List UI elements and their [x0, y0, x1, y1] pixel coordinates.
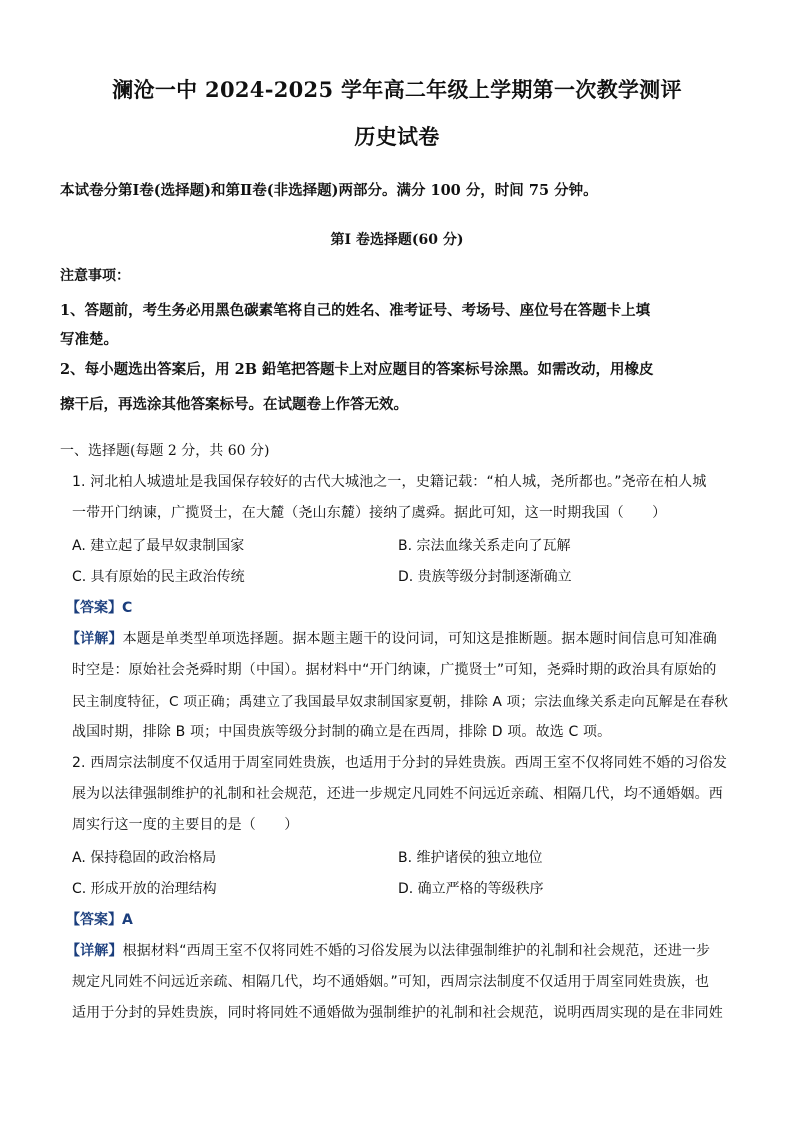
option-b: B. 维护诸侯的独立地位	[398, 850, 543, 866]
option-d: D. 确立严格的等级秩序	[398, 881, 544, 897]
question-stem: 1. 河北柏人城遗址是我国保存较好的古代大城池之一，史籍记载：“柏人城，尧所都也。”尧帝在柏人城	[72, 474, 707, 490]
detail-label: 【详解】	[66, 943, 123, 959]
detail-label: 【详解】	[66, 631, 123, 647]
question-stem: 2. 西周宗法制度不仅适用于周室同姓贵族，也适用于分封的异姓贵族。西周王室不仅将同姓不婚的习俗发	[72, 755, 728, 771]
answer-label: 【答案】A	[66, 912, 133, 928]
notes-line: 2、每小题选出答案后，用 2B 鉛笔把答题卡上对应题目的答案标号涂黑。如需改动，用橡皮	[60, 361, 654, 378]
detail-text: 本题是单类型单项选择题。据本题主题干的设问词，可知这是推断题。据本题时间信息可知准确	[122, 631, 717, 647]
notes-heading: 注意事项：	[60, 268, 130, 284]
detail-line	[66, 940, 710, 960]
section-heading: 一、选择题(每题 2 分，共 60 分)	[60, 443, 270, 459]
notes-line: 1、答题前，考生务必用黑色碳素笔将自己的姓名、准考证号、考场号、座位号在答题卡上填	[60, 302, 651, 319]
option-a: A. 保持稳固的政治格局	[72, 850, 217, 866]
exam-title: 澜沧一中 2024-2025 学年高二年级上学期第一次教学测评	[112, 77, 682, 102]
detail-text: 根据材料“西周王室不仅将同姓不婚的习俗发展为以法律强制维护的礼制和社会规范，还进一步	[122, 943, 711, 959]
question-stem: 一带开门纳谏，广揽贤士，在大麓（尧山东麓）接纳了虞舜。据此可知，这一时期我国（ ）	[72, 505, 667, 521]
question-stem: 展为以法律强制维护的礼制和社会规范，还进一步规定凡同姓不问远近亲疏、相隔几代，均不通婚姻。西	[72, 786, 723, 802]
question-stem: 周实行这一度的主要目的是（ ）	[72, 817, 299, 833]
option-b: B. 宗法血缘关系走向了瓦解	[398, 538, 571, 554]
detail-text: 战国时期，排除 B 项；中国贵族等级分封制的确立是在西周，排除 D 项。故选 C 项。	[72, 724, 612, 740]
detail-text: 适用于分封的异姓贵族，同时将同姓不通婚做为强制维护的礼制和社会规范，说明西周实现的是在非同姓	[72, 1005, 723, 1021]
detail-text: 规定凡同姓不问远近亲疏、相隔几代，均不通婚姻。”可知，西周宗法制度不仅适用于周室同姓贵族，也	[72, 974, 710, 990]
detail-text: 民主制度特征，C 项正确；禹建立了我国最早奴隶制国家夏朝，排除 A 项；宗法血缘关系走向瓦解是在春秋	[72, 694, 729, 710]
notes-line: 写准楚。	[60, 331, 118, 348]
option-c: C. 具有原始的民主政治传统	[72, 569, 245, 585]
volume-title: 第Ⅰ 卷选择题(60 分)	[330, 232, 464, 248]
detail-line	[66, 628, 717, 648]
notes-line: 擦干后，再选涂其他答案标号。在试题卷上作答无效。	[60, 396, 408, 413]
option-c: C. 形成开放的治理结构	[72, 881, 217, 897]
exam-intro: 本试卷分第Ⅰ卷(选择题)和第Ⅱ卷(非选择题)两部分。满分 100 分，时间 75 分钟。	[60, 182, 598, 199]
option-a: A. 建立起了最早奴隶制国家	[72, 538, 245, 554]
answer-label: 【答案】C	[66, 600, 133, 616]
option-d: D. 贵族等级分封制逐渐确立	[398, 569, 572, 585]
exam-subject: 历史试卷	[354, 124, 440, 149]
detail-text: 时空是：原始社会尧舜时期（中国）。据材料中“开门纳谏，广揽贤士”可知，尧舜时期的政治具有原始的	[72, 662, 717, 678]
